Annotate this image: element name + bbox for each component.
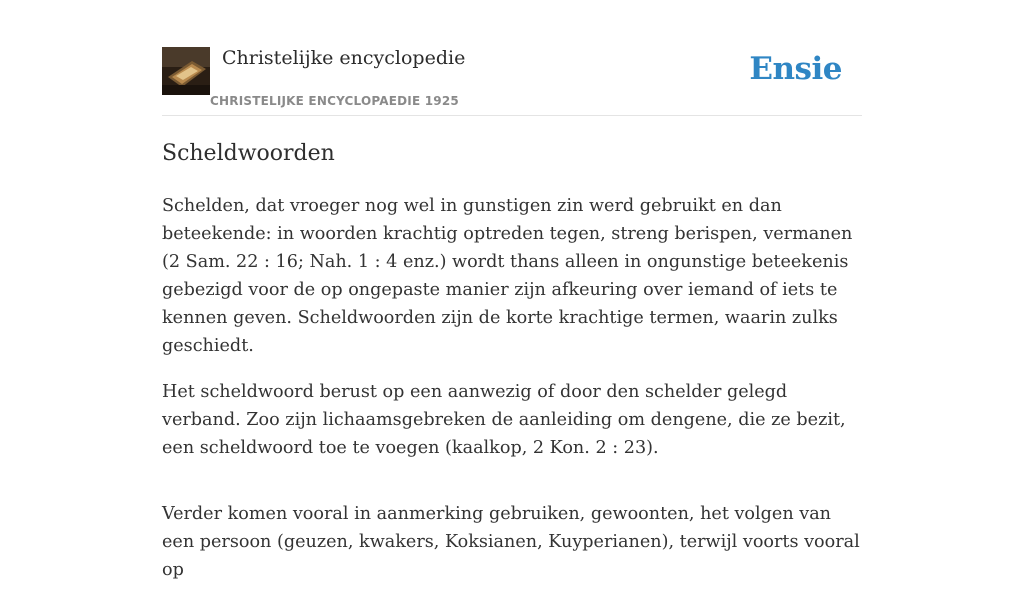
book-subtitle[interactable]: CHRISTELIJKE ENCYCLOPAEDIE 1925	[210, 94, 459, 108]
article-title: Scheldwoorden	[162, 141, 335, 166]
book-title-link[interactable]: Christelijke encyclopedie	[222, 47, 466, 69]
article-paragraph-1: Schelden, dat vroeger nog wel in gunstigen zin werd gebruikt en dan beteekende: in woorden krachtig optreden tegen, streng berispen, vermanen (2 Sam. 22 : 16; Nah. 1 : 4 enz.) wordt thans alleen in ongunstige beteekenis gebezigd voor de op ongepaste manier zijn afkeuring over iemand of iets te kennen geven. Scheldwoorden zijn de korte krachtige termen, waarin zulks geschiedt.	[162, 196, 853, 356]
book-cover-avatar[interactable]	[162, 47, 210, 95]
book-photo-icon	[162, 47, 210, 95]
site-header	[162, 47, 862, 116]
article-paragraph-3: Verder komen vooral in aanmerking gebruiken, gewoonten, het volgen van een persoon (geuzen, kwakers, Koksianen, Kuyperianen), terwijl voorts vooral op	[162, 504, 860, 580]
ensie-logo[interactable]: Ensie	[749, 51, 842, 87]
article-content	[162, 138, 862, 602]
article-paragraph-2: Het scheldwoord berust op een aanwezig of door den schelder gelegd verband. Zoo zijn lichaamsgebreken de aanleiding om dengene, die ze bezit, een scheldwoord toe te voegen (kaalkop, 2 Kon. 2 : 23).	[162, 382, 846, 458]
